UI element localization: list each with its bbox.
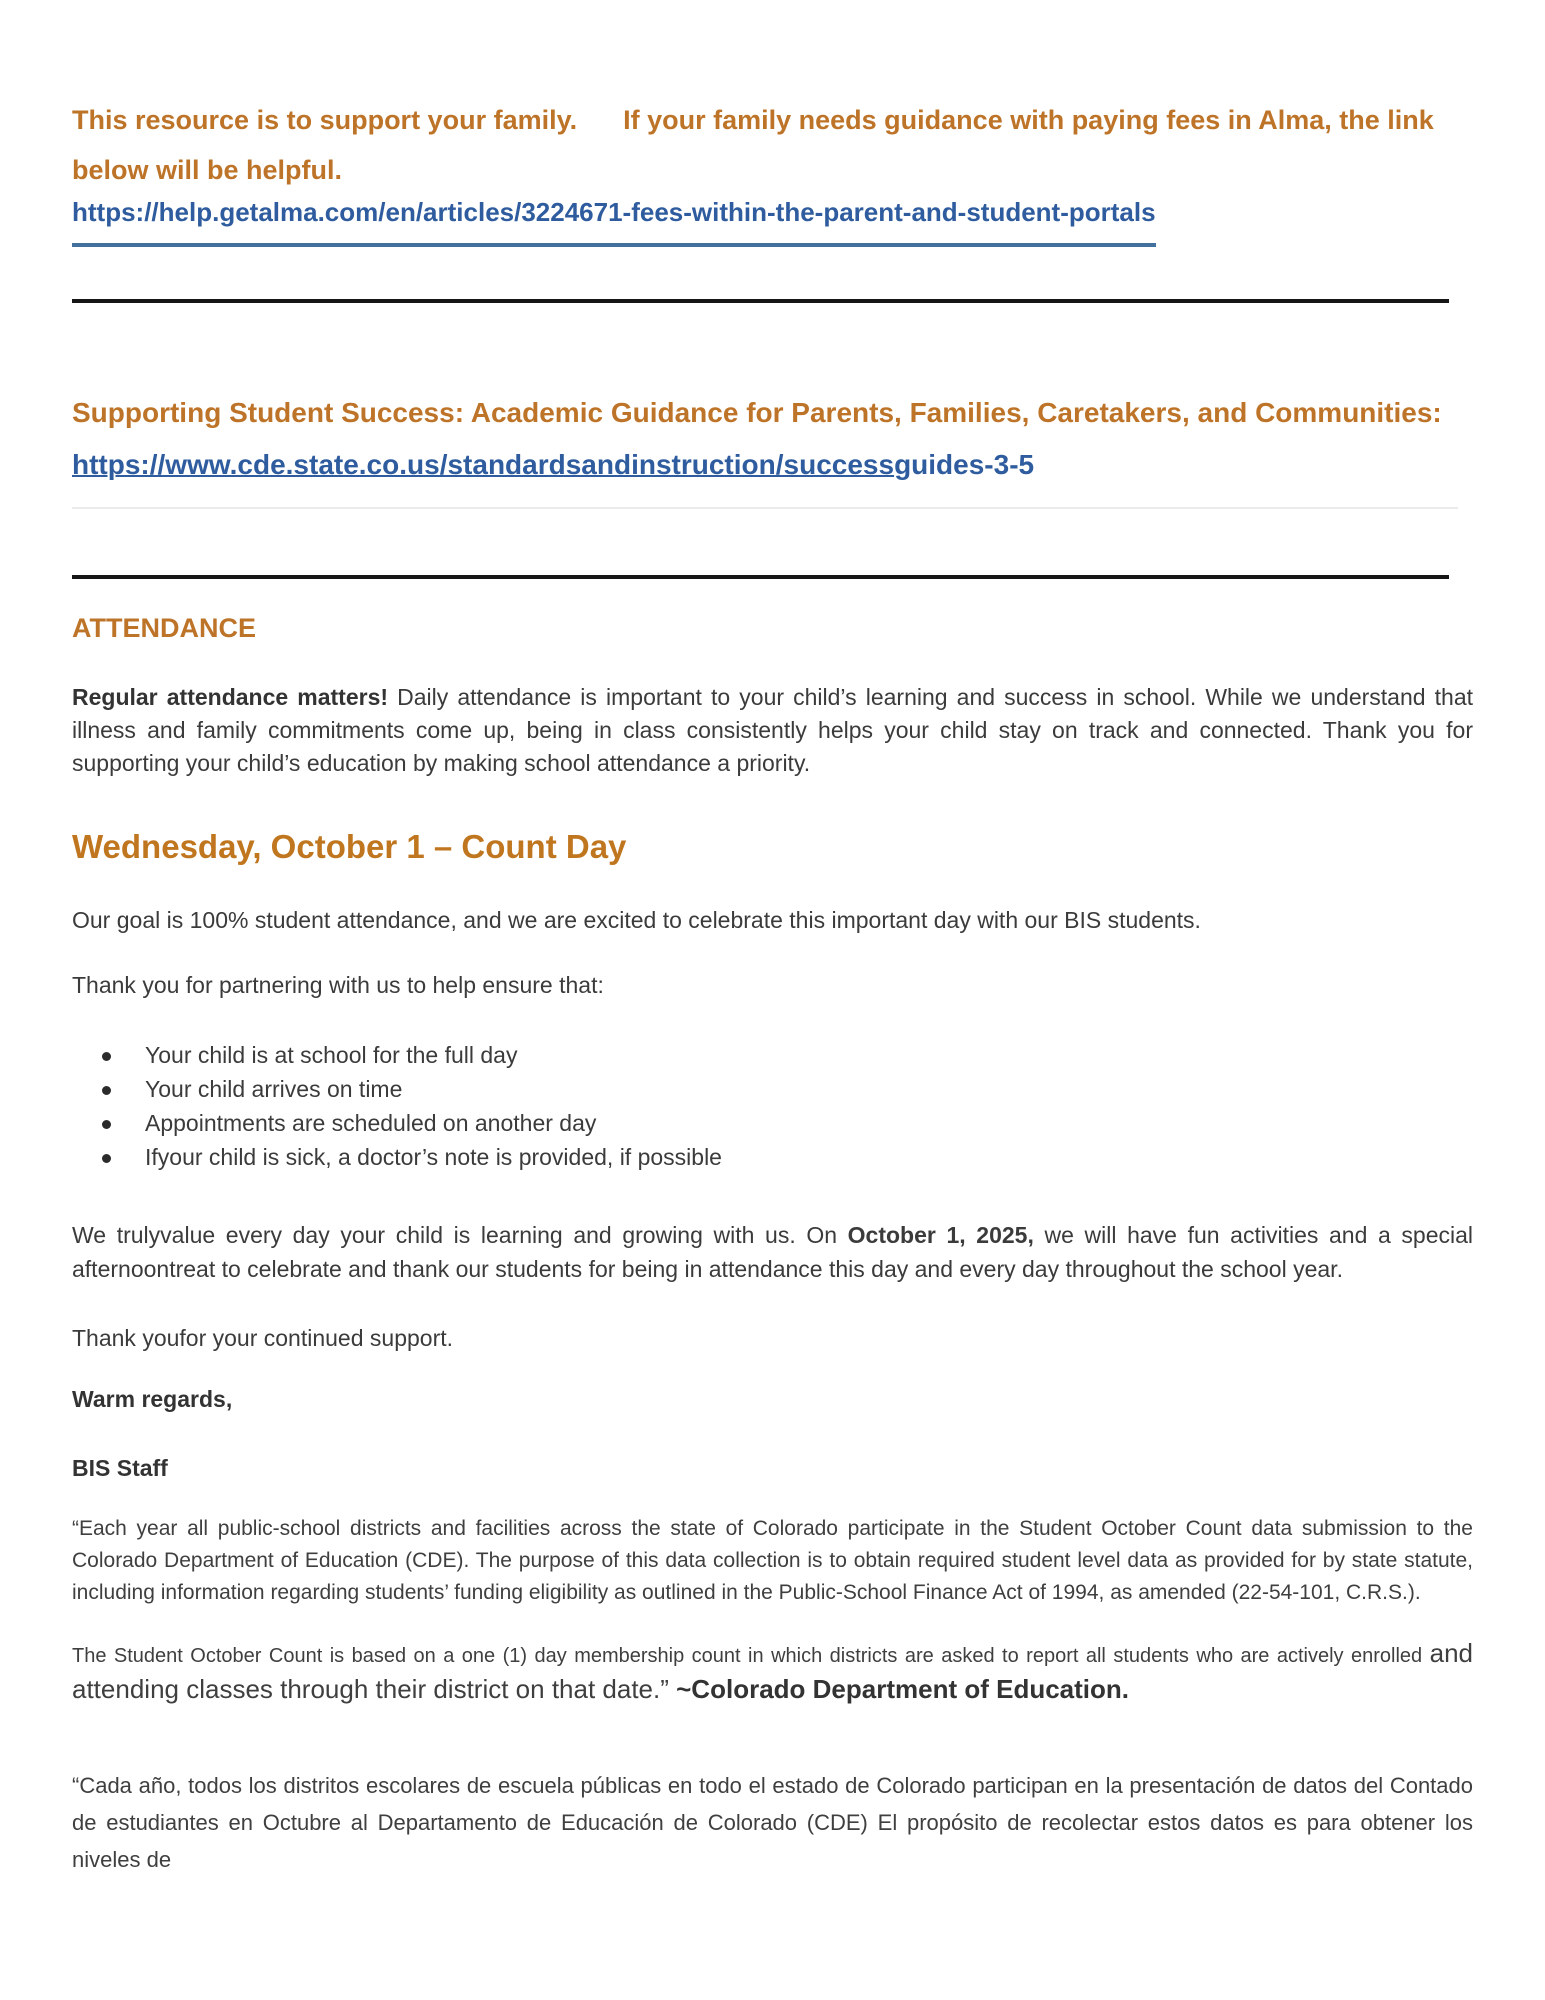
signoff: Warm regards, — [72, 1386, 233, 1412]
bullet-icon — [102, 1086, 111, 1095]
bullet-icon — [102, 1154, 111, 1163]
success-guides-link[interactable] — [72, 449, 1034, 480]
october-count-quote-en: “Each year all public-school districts and facilities across the state of Colorado participate in the Student October Count data submission to the Colorado Department of Education (CDE). The purpose of this data collection is to obtain required student level data as provided for by state statute, including information regarding students’ funding eligibility as outlined in the Public-School Finance Act of 1994, as amended (22-54-101, C.R.S.). — [72, 1517, 1473, 1604]
list-item — [102, 1072, 1473, 1106]
attendance-lead-paragraph — [72, 681, 1473, 780]
divider-line — [72, 299, 1449, 303]
intro-sentence-2: If your family needs guidance with paying fees in Alma, the link below will be helpful. — [72, 105, 1434, 185]
thanks-paragraph: Thank youfor your continued support. — [72, 1325, 454, 1351]
october-count-quote-es: “Cada año, todos los distritos escolares de escuela públicas en todo el estado de Colorado participan en la presentación de datos del Contado de estudiantes en Octubre al Departamento de Educación de Colorado (CDE) El propósito de recolectar estos datos es para obtener los niveles de — [72, 1773, 1473, 1872]
list-item — [102, 1106, 1473, 1140]
list-item-text: Your child is at school for the full day — [145, 1042, 518, 1068]
october-count-basis-paragraph — [72, 1635, 1473, 1707]
success-guides-link-underlined: https://www.cde.state.co.us/standardsandinstruction/success — [72, 449, 895, 480]
goal-paragraph: Our goal is 100% student attendance, and we are excited to celebrate this important day with our BIS students. — [72, 907, 1201, 933]
attribution-bold: ~Colorado Department of Education. — [676, 1674, 1129, 1704]
attendance-checklist — [72, 1038, 1473, 1174]
celebrate-pre: We trulyvalue every day your child is learning and growing with us. On — [72, 1222, 848, 1248]
attendance-lead-bold: Regular attendance matters! — [72, 684, 389, 710]
list-item-text: Ifyour child is sick, a doctor’s note is provided, if possible — [145, 1144, 722, 1170]
intro-heading — [72, 95, 1473, 195]
signature: BIS Staff — [72, 1455, 168, 1481]
attendance-section-title: ATTENDANCE — [72, 613, 256, 643]
list-item-text: Appointments are scheduled on another day — [145, 1110, 597, 1136]
list-item — [102, 1140, 1473, 1174]
bullet-icon — [102, 1052, 111, 1061]
divider-line — [72, 575, 1449, 579]
celebrate-paragraph — [72, 1218, 1473, 1286]
celebrate-date-bold: October 1, 2025, — [847, 1222, 1034, 1248]
list-item-text: Your child arrives on time — [145, 1076, 403, 1102]
list-item — [102, 1038, 1473, 1072]
intro-sentence-1: This resource is to support your family. — [72, 105, 578, 135]
partnering-paragraph: Thank you for partnering with us to help ensure that: — [72, 972, 604, 998]
success-guides-heading — [72, 387, 1473, 491]
celebrate-post: we will have fun activities and a special afternoontreat to celebrate and thank our students for being in attendance this day and every day throughout the school year. — [72, 1222, 1474, 1282]
success-guides-heading-text: Supporting Student Success: Academic Guidance for Parents, Families, Caretakers, and Communities: — [72, 397, 1442, 428]
count-day-heading: Wednesday, October 1 – Count Day — [72, 828, 627, 865]
basis-large-text: and attending classes through their district on that date.” — [72, 1638, 1473, 1704]
faint-divider-line — [72, 507, 1458, 509]
alma-link-row — [72, 197, 1473, 247]
success-guides-link-tail: guides-3-5 — [894, 449, 1035, 480]
alma-fees-link[interactable]: https://help.getalma.com/en/articles/3224671-fees-within-the-parent-and-student-portals — [72, 197, 1156, 247]
basis-small-text: The Student October Count is based on a one (1) day membership count in which districts are asked to report all students who are actively enrolled — [72, 1645, 1430, 1667]
attendance-lead-rest: Daily attendance is important to your child’s learning and success in school. While we understand that illness and family commitments come up, being in class consistently helps your child stay on track and connected. Thank you for supporting your child’s education by making school attendance a priority. — [72, 684, 1474, 776]
bullet-icon — [102, 1120, 111, 1129]
